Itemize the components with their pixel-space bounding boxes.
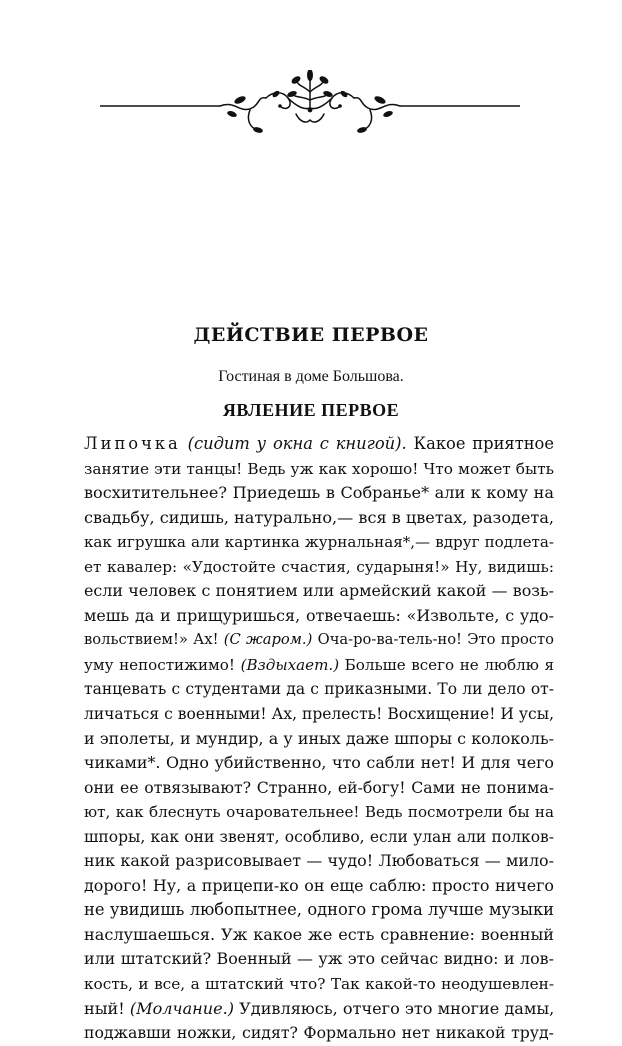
stage-direction: (С жаром.) <box>223 631 313 649</box>
dialogue-line: если человек с понятием или армейский какой — возь- <box>84 581 554 601</box>
act-title: ДЕЙСТВИЕ ПЕРВОЕ <box>193 324 429 346</box>
dialogue-line: поджавши ножки, сидят? Формально нет никакой труд- <box>84 1023 554 1043</box>
dialogue-line: дорого! Ну, а прицепи-ко он еще саблю: просто ничего <box>84 875 554 895</box>
dialogue-line: восхитительнее? Приедешь в Собранье* али к кому на <box>84 483 554 503</box>
dialogue-line: вольствием!» Ах! (С жаром.) Оча-ро-ва-тель-но! Это просто <box>84 631 555 649</box>
dialogue-line: ный! (Молчание.) Удивляюсь, отчего это многие дамы, <box>84 998 555 1018</box>
dialogue-line: ет кавалер: «Удостойте счастия, сударыня!» Ну, видишь: <box>84 557 554 576</box>
ornament-vignette <box>220 76 400 130</box>
dialogue-line: уму непостижимо! (Вздыхает.) Больше всего не люблю я <box>84 655 554 674</box>
dialogue-line: как игрушка али картинка журнальная*,— вдруг подлета- <box>84 533 554 552</box>
dialogue-line: танцевать с студентами да с приказными. То ли дело от- <box>84 680 554 699</box>
dialogue-line: занятие эти танцы! Ведь уж как хорошо! Что может быть <box>84 459 554 478</box>
dialogue-line: шпоры, как они звенят, особливо, если улан али полков- <box>84 827 554 846</box>
stage-direction: (сидит у окна с книгой). <box>187 434 407 453</box>
dialogue-line: Липочка (сидит у окна с книгой). Какое приятное <box>84 434 554 453</box>
scene-title: ЯВЛЕНИЕ ПЕРВОЕ <box>222 400 400 420</box>
stage-direction: (Вздыхает.) <box>240 655 340 674</box>
dialogue-line: или штатский? Военный — уж это сейчас видно: и лов- <box>84 949 554 969</box>
scene-setting: Гостиная в доме Большова. <box>218 368 404 385</box>
dialogue-line: не увидишь любопытнее, одного грома лучше музыки <box>84 900 554 920</box>
dialogue-line: они ее отвязывают? Странно, ей-богу! Сами не понима- <box>84 777 554 797</box>
dialogue-line: наслушаешься. Уж какое же есть сравнение: военный <box>84 924 554 944</box>
stage-direction: (Молчание.) <box>129 998 235 1018</box>
dialogue-line: ник какой разрисовывает — чудо! Любоваться — мило- <box>84 851 554 871</box>
ornament-divider <box>100 70 520 140</box>
dialogue-block <box>84 432 554 1046</box>
dialogue-line: кость, и все, а штатский что? Так какой-то неодушевлен- <box>84 975 554 994</box>
dialogue-line: свадьбу, сидишь, натурально,— вся в цветах, разодета, <box>84 507 555 527</box>
dialogue-line: мешь да и прищуришься, отвечаешь: «Извольте, с удо- <box>84 605 554 625</box>
dialogue-line: и эполеты, и мундир, а у иных даже шпоры с колоколь- <box>84 728 554 748</box>
speaker-name: Липочка <box>84 434 181 453</box>
dialogue-line: ют, как блеснуть очаровательнее! Ведь посмотрели бы на <box>84 803 554 822</box>
dialogue-line: личаться с военными! Ах, прелесть! Восхищение! И усы, <box>84 705 554 724</box>
dialogue-line: чиками*. Одно убийственно, что сабли нет! И для чего <box>84 753 554 773</box>
